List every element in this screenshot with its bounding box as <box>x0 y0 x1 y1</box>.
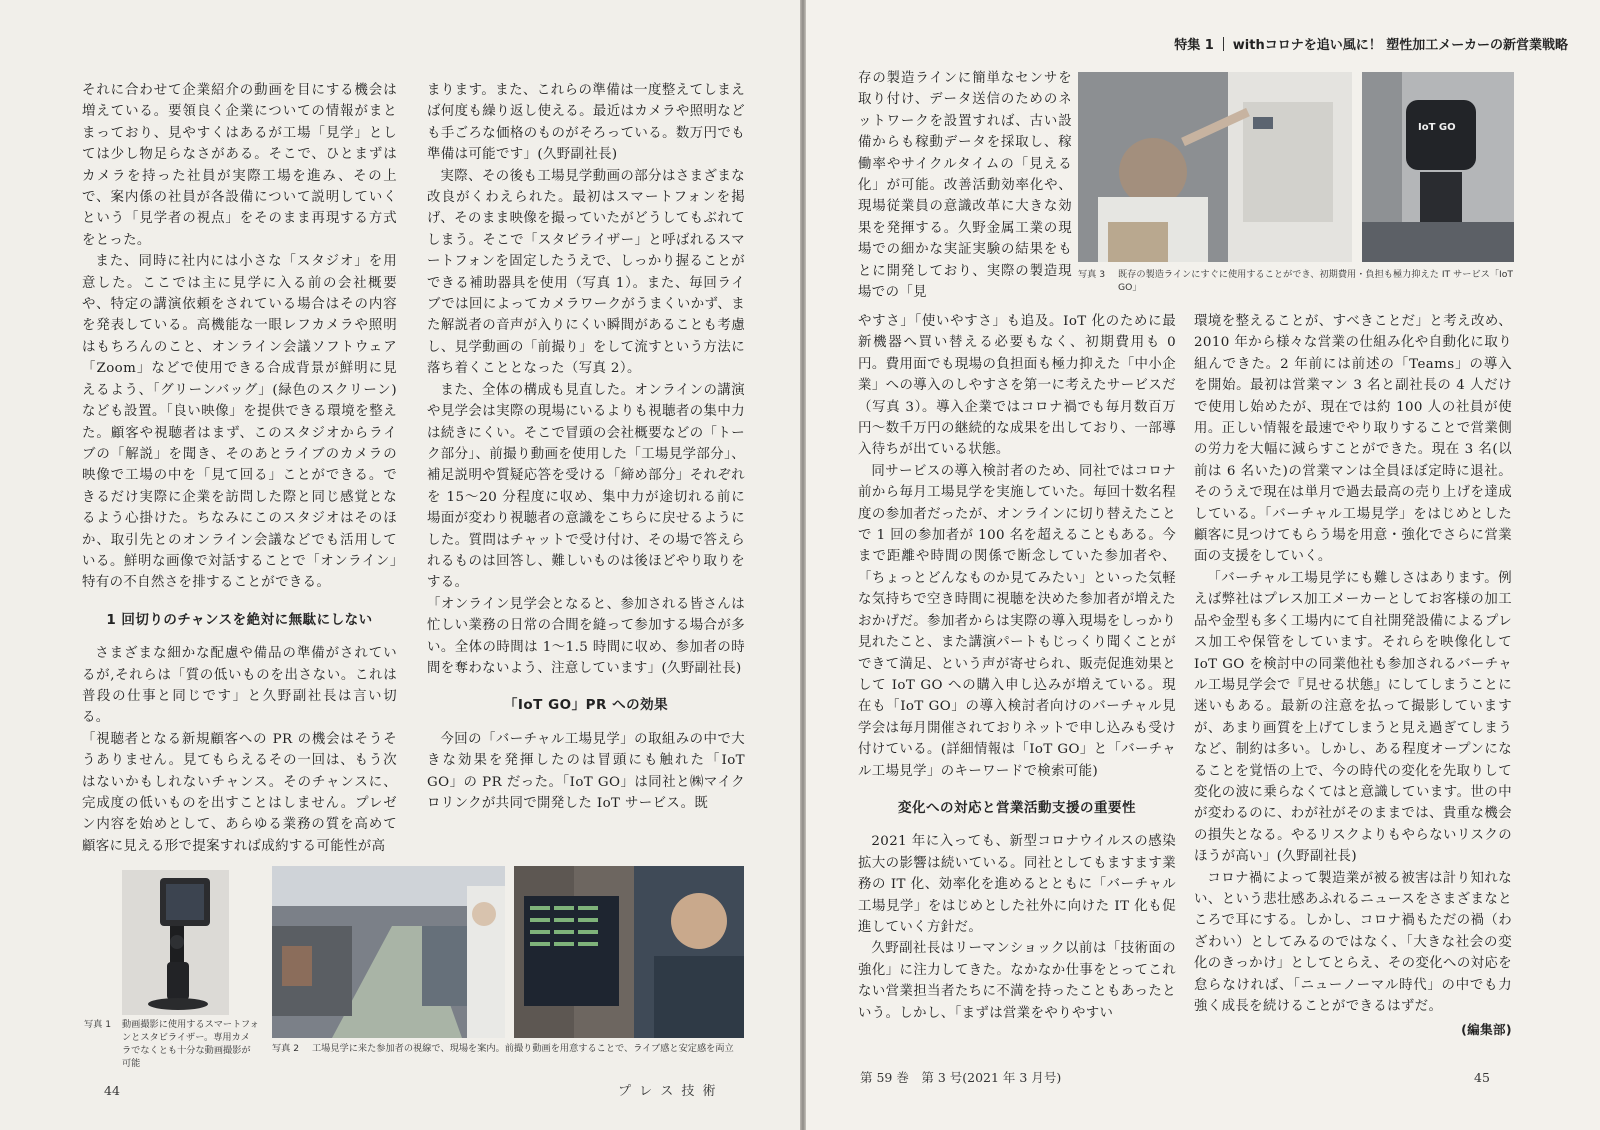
section-heading: 1 回切りのチャンスを絶対に無駄にしない <box>106 611 373 628</box>
paragraph: 実際、その後も工場見学動画の部分はさまざまな改良がくわえられた。最初はスマートフォンを掲げ、そのまま映像を撮っていたがどうしてもぶれてしまう。そこで「スタビライザー」と呼ばれるスマートフォンを固定したうえで、しっかり握ることができる補助器具を使用（写真 1）。また、毎回ライブでは回によってカメラワークがうまくいかず、また解説者の音声が入りにくい瞬間があることも考慮し、見学動画の「前撮り」をして流すという方法に落ち着くこととなった（写真 2）。 <box>427 168 745 377</box>
photo-1-stabilizer <box>122 870 229 1015</box>
caption-text: 既存の製造ラインにすぐに使用することができ、初期費用・負担も極力抑えた IT サービス「IoT GO」 <box>1118 269 1513 293</box>
photo-3-caption <box>1078 268 1518 294</box>
paragraph: 環境を整えることが、すべきことだ」と考え改め、2010 年から様々な営業の仕組み化や自動化に取り組んできた。2 年前には前述の「Teams」の導入を開始。最初は営業マン 3 名と副社長の 4 人だけで使用し始めたが、現在では約 100 人の社員が使用。正しい情報を最速でやり取りすることで営業側の労力を大幅に減らすことができた。現在 3 名(以前は 6 名いた)の営業マンは全員ほぼ定時に退社。そのうえで現在は単月で過去最高の売り上げを達成している。「バーチャル工場見学」をはじめとした顧客に見つけてもらう場を用意・強化でさらに営業面の支援をしていく。 <box>1194 314 1512 565</box>
right-column-2 <box>1194 311 1512 1041</box>
left-page-number: 44 <box>104 1083 120 1098</box>
paragraph: コロナ禍によって製造業が被る被害は計り知れない、という悲壮感あふれるニュースをさまざまなところで耳にする。しかし、コロナ禍もただの禍（わざわい）としてみるのではなく、「大きな社会の変化のきっかけ」としてとらえ、その変化への対応を怠らなければ、「ニューノーマル時代」の中でも力強く成長を続けることができるはずだ。 <box>1194 870 1512 1014</box>
paragraph: また、全体の構成も見直した。オンラインの講演や見学会は実際の現場にいるよりも視聴者の集中力は続きにくい。そこで冒頭の会社概要などの「トーク部分」、前撮り動画を使用した「工場見学部分」、補足説明や質疑応答を受ける「締め部分」それぞれを 15～20 分程度に収め、集中力が途切れる前に場面が変わり視聴者の意識をこちらに戻せるようにした。質問はチャットで受け付け、その場で答えられるものは回答し、難しいものは後ほどやり取りをする。 <box>427 382 745 591</box>
iot-device-illustration <box>1362 72 1514 262</box>
paragraph: 2021 年に入っても、新型コロナウイルスの感染拡大の影響は続いている。同社としてもますます業務の IT 化、効率化を進めるとともに「バーチャル工場見学」をはじめとした社外に向けた IT 化も促進していく方針だ。 <box>858 834 1176 935</box>
caption-text: 動画撮影に使用するスマートフォンとスタビライザー。専用カメラでなくとも十分な動画撮影が可能 <box>122 1019 259 1069</box>
paragraph: やすさ」「使いやすさ」も追及。IoT 化のために最新機器へ買い替える必要もなく、初期費用も 0 円。費用面でも現場の負担面も極力抑えた「中小企業」への導入のしやすさを第一に考えたサービスだ（写真 3）。導入企業ではコロナ禍でも毎月数百万円～数千万円の継続的な成果を出しており、一部導入待ちが出ている状態。 <box>858 314 1176 458</box>
iot-go-badge: IoT GO <box>1418 122 1456 133</box>
issue-info: 第 59 巻 第 3 号(2021 年 3 月号) <box>860 1070 1062 1085</box>
paragraph: それに合わせて企業紹介の動画を目にする機会は増えている。要領良く企業についての情報がまとまっており、見やすくはあるが工場「見学」としては少し物足らなさがある。そこで、ひとまずはカメラを持った社員が実際工場を進み、その上で、案内係の社員が各設備について説明していくという「見学者の視点」をそのまま再現する方式をとった。 <box>82 83 397 248</box>
right-page-number: 45 <box>1474 1070 1490 1085</box>
monitor-illustration <box>514 866 744 1038</box>
paragraph: 今回の「バーチャル工場見学」の取組みの中で大きな効果を発揮したのは冒頭にも触れた「IoT GO」の PR だった。「IoT GO」は同社と㈱マイクロリンクが共同で開発した IoT サービス。既 <box>427 731 745 811</box>
running-head-label: 特集 1 <box>1174 38 1214 53</box>
caption-label: 写真 3 <box>1078 269 1106 280</box>
left-column-1 <box>82 80 397 857</box>
right-page <box>806 0 1600 1130</box>
left-column-2 <box>427 80 745 814</box>
sensor-install-illustration <box>1078 72 1352 262</box>
section-heading: 「IoT GO」PR への効果 <box>503 697 669 714</box>
editor-credit: (編集部) <box>1461 1022 1512 1038</box>
paragraph: さまざまな細かな配慮や備品の準備がされているが,それらは「質の低いものを出さない。これは普段の仕事と同じです」と久野副社長は言い切る。 <box>82 646 397 726</box>
photo-1-caption <box>84 1018 259 1070</box>
caption-text: 工場見学に来た参加者の視線で、現場を案内。前撮り動画を用意することで、ライブ感と安定感を両立 <box>312 1043 734 1054</box>
photo-2-caption <box>272 1042 746 1055</box>
photo-2-monitor <box>514 866 744 1038</box>
paragraph: また、同時に社内には小さな「スタジオ」を用意した。ここでは主に見学に入る前の会社概要や、特定の講演依頼をされている場合はその内容を発表している。高機能な一眼レフカメラや照明はもちろんのこと、オンライン会議ソフトウェア「Zoom」などで使用できる合成背景が鮮明に見えるよう、「グリーンバッグ」(緑色のスクリーン)なども設置。「良い映像」を提供できる環境を整えた。顧客や視聴者はまず、このスタジオからライブの「解説」を聞き、そのあとライブのカメラの映像で工場の中を「見て回る」ことができる。できるだけ実際に企業を訪問した際と同じ感覚となるよう心掛けた。ちなみにこのスタジオはそのほか、取引先とのオンライン会議などでも活用している。鮮明な画像で対話することで「オンライン」特有の不自然さを排することができる。 <box>82 254 397 591</box>
section-heading: 変化への対応と営業活動支援の重要性 <box>898 799 1136 816</box>
caption-label: 写真 1 <box>84 1019 112 1030</box>
photo-3-sensor-install <box>1078 72 1352 262</box>
running-head <box>1174 34 1568 53</box>
paragraph: 存の製造ラインに簡単なセンサを取り付け、データ送信のためのネットワークを設置すれば、古い設備からも稼動データを採取し、稼働率やサイクルタイムの「見える化」が可能。改善活動効率化や、現場従業員の意識改革に大きな効果を発揮する。久野金属工業の現場での細かな実証実験の結果をもとに開発しており、実際の製造現場での「見 <box>858 71 1072 301</box>
photo-2-factory-aisle <box>272 866 505 1038</box>
paragraph: 「オンライン見学会となると、参加される皆さんは忙しい業務の日常の合間を縫って参加する場合が多い。全体の時間は 1～1.5 時間に収め、参加者の時間を奪わないよう、注意しています」(久野副社長) <box>427 596 745 676</box>
paragraph: 同サービスの導入検討者のため、同社ではコロナ前から毎月工場見学を実施していた。毎回十数名程度の参加者だったが、オンラインに切り替えたことで 1 回の参加者が 100 名を超えることもある。今まで距離や時間の関係で断念していた参加者や、「ちょっとどんなものか見てみたい」といった気軽な気持ちで空き時間に視聴を決めた参加者が増えたおかげだ。参加者からは実際の導入現場をしっかり見れたこと、また講演パートもじっくり聞くことができて満足、という声が寄せられ、販売促進効果として IoT GO への購入申し込みが増えている。現在も「IoT GO」の導入検討者向けのバーチャル見学会は毎月開催されておりネットで申し込みも受け付けている。(詳細情報は「IoT GO」と「バーチャル工場見学」のキーワードで検索可能) <box>858 463 1176 779</box>
paragraph: まります。また、これらの準備は一度整えてしまえば何度も繰り返し使える。最近はカメラや照明なども手ごろな価格のものがそろっている。数万円でも準備は可能です」(久野副社長) <box>427 83 745 163</box>
running-head-divider <box>1223 37 1224 51</box>
paragraph: 「バーチャル工場見学にも難しさはあります。例えば弊社はプレス加工メーカーとしてお客様の加工品や金型も多く工場内にて自社開発設備によるプレス加工や保管をしています。それらを映像化して IoT GO を検討中の同業他社も参加されるバーチャル工場見学会で『見せる状態』にしてしまうことに迷いもある。最新の注意を払って撮影していますが、あまり画質を上げてしまうと見え過ぎてしまうなど、制約は多い。しかし、ある程度オープンになることを覚悟の上で、今の時代の変化を先取りして変化の波に乗らなくてはと意識しています。世の中が変わるのに、わが社がそのままでは、貴重な機会の損失となる。やるリスクよりもやらないリスクのほうが高い」(久野副社長) <box>1194 570 1512 865</box>
factory-aisle-illustration <box>272 866 505 1038</box>
right-column-1-bottom <box>858 311 1176 1024</box>
caption-label: 写真 2 <box>272 1043 300 1054</box>
right-column-1-top <box>858 68 1072 303</box>
journal-name: プ レ ス 技 術 <box>618 1084 718 1099</box>
stabilizer-illustration <box>122 870 229 1015</box>
photo-3-iot-device <box>1362 72 1514 262</box>
paragraph: 久野副社長はリーマンショック以前は「技術面の強化」に注力してきた。なかなか仕事をとってこれない営業担当者たちに不満を持ったこともあったという。しかし、「まずは営業をやりやすい <box>858 941 1176 1021</box>
running-head-title: withコロナを追い風に！ 塑性加工メーカーの新営業戦略 <box>1232 38 1568 53</box>
paragraph: 「視聴者となる新規顧客への PR の機会はそうそうありません。見てもらえるその一回は、もう次はないかもしれないチャンス。そのチャンスに、完成度の低いものを出すことはしません。プレゼン内容を始めとして、あらゆる業務の質を高めて顧客に見える形で提案すれば成約する可能性が高 <box>82 731 397 854</box>
